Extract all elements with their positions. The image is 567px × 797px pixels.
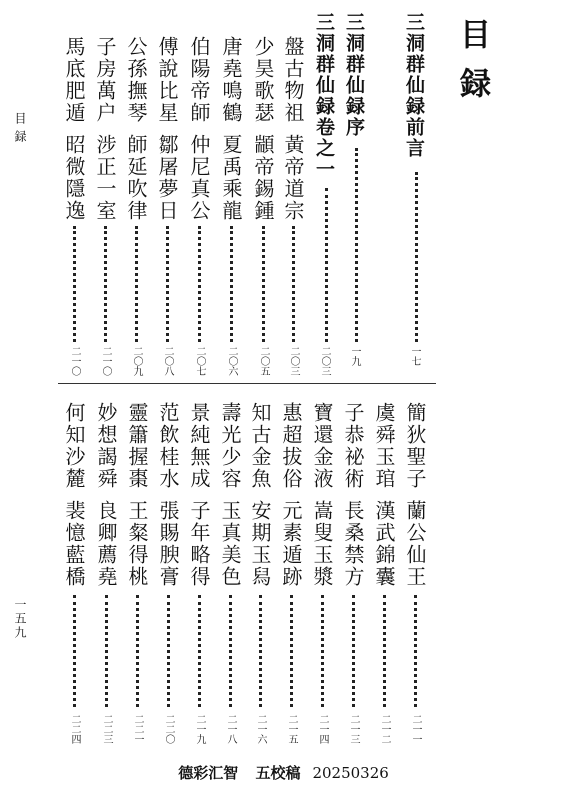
leader-dots: [355, 148, 358, 342]
toc-entry-title: 景純無成: [187, 402, 211, 490]
toc-entry-title: 長桑禁方: [341, 500, 365, 588]
section-divider: [58, 383, 436, 384]
toc-entry-title: 夏禹乘龍: [219, 134, 243, 222]
leader-dots: [198, 226, 201, 342]
toc-entry-title: 涉正一室: [93, 134, 117, 222]
toc-entry-title: 靈簫握棗: [125, 402, 149, 490]
toc-page-number: 二〇三: [319, 346, 330, 376]
toc-entry-title: 范飲桂水: [156, 402, 180, 490]
toc-page-number: 二二三: [101, 714, 112, 744]
toc-entry-title: 師延吹律: [124, 134, 148, 222]
toc-entry-title: 傅說比星: [155, 36, 179, 124]
leader-dots: [166, 226, 169, 342]
toc-entry-title: 子恭祕術: [341, 402, 365, 490]
leader-dots: [198, 595, 201, 707]
toc-page-number: 二一〇: [69, 346, 80, 376]
toc-page-number: 二一一: [410, 714, 421, 744]
toc-page-number: 二〇九: [131, 346, 142, 376]
leader-dots: [104, 226, 107, 342]
toc-entry-title: 虞舜玉琯: [372, 402, 396, 490]
leader-dots: [135, 226, 138, 342]
toc-page-number: 二〇三: [288, 346, 299, 376]
toc-entry-title: 良卿薦堯: [94, 500, 118, 588]
leader-dots: [321, 595, 324, 707]
leader-dots: [383, 595, 386, 707]
toc-entry-title: 妙想謁舜: [94, 402, 118, 490]
toc-entry-title: 鄒屠夢日: [155, 134, 179, 222]
toc-entry-title: 簡狄聖子: [403, 402, 427, 490]
leader-dots: [262, 226, 265, 342]
leader-dots: [290, 595, 293, 707]
toc-entry-title: 知古金魚: [248, 402, 272, 490]
leader-dots: [229, 595, 232, 707]
toc-page-number: 二一五: [286, 714, 297, 744]
toc-page-number: 二二〇: [163, 714, 174, 744]
toc-entry-preface-title: 三洞群仙録前言: [403, 12, 425, 159]
toc-page-number: 二〇七: [194, 346, 205, 376]
toc-page-number: 二〇五: [258, 346, 269, 376]
toc-page-number: 二二一: [132, 714, 143, 744]
toc-section-title: 三洞群仙録序: [343, 12, 365, 138]
toc-page-number: 二一〇: [100, 346, 111, 376]
footer-publisher: 德彩汇智: [178, 764, 239, 782]
footer: [0, 762, 567, 783]
leader-dots: [415, 172, 418, 342]
toc-entry-title: 蘭公仙王: [403, 500, 427, 588]
leader-dots: [167, 595, 170, 707]
toc-entry-title: 顓帝錫鍾: [251, 134, 275, 222]
toc-entry-title: 馬底肥遁: [62, 36, 86, 124]
toc-page-number: 二二四: [69, 714, 80, 744]
toc-entry-title: 惠超拔俗: [279, 402, 303, 490]
toc-entry-title: 子年略得: [187, 500, 211, 588]
toc-page-number: 二一三: [348, 714, 359, 744]
leader-dots: [105, 595, 108, 707]
toc-entry-title: 唐堯鳴鶴: [219, 36, 243, 124]
toc-page-number: 二一四: [317, 714, 328, 744]
toc-entry-title: 王粲得桃: [125, 500, 149, 588]
footer-draft-label: 五校稿: [255, 764, 301, 782]
leader-dots: [352, 595, 355, 707]
toc-page-number: 一七: [409, 346, 420, 366]
toc-entry-title: 寶還金液: [310, 402, 334, 490]
leader-dots: [136, 595, 139, 707]
toc-entry-title: 伯陽帝師: [187, 36, 211, 124]
toc-entry-title: 安期玉舄: [248, 500, 272, 588]
toc-page-number: 二〇六: [226, 346, 237, 376]
toc-page-number: 一九: [349, 346, 360, 366]
toc-entry-title: 裴憶藍橋: [62, 500, 86, 588]
toc-entry-title: 昭微隱逸: [62, 134, 86, 222]
toc-entry-title: 元素遁跡: [279, 500, 303, 588]
footer-date: 20250326: [312, 764, 389, 782]
toc-entry-title: 嵩叟玉漿: [310, 500, 334, 588]
leader-dots: [73, 226, 76, 342]
toc-page-number: 二一二: [379, 714, 390, 744]
leader-dots: [230, 226, 233, 342]
toc-entry-title: 何知沙麓: [62, 402, 86, 490]
leader-dots: [414, 595, 417, 707]
toc-entry-title: 子房萬户: [93, 36, 117, 124]
leader-dots: [292, 226, 295, 342]
toc-entry-title: 少昊歌瑟: [251, 36, 275, 124]
toc-entry-title: 公孫撫琴: [124, 36, 148, 124]
toc-page-number: 二一八: [225, 714, 236, 744]
running-head: 目録: [13, 112, 27, 148]
page-title: 目録: [454, 18, 490, 116]
toc-entry-title: 盤古物祖: [281, 36, 305, 124]
toc-entry-title: 玉真美色: [218, 500, 242, 588]
leader-dots: [259, 595, 262, 707]
toc-entry-title: 仲尼真公: [187, 134, 211, 222]
toc-entry-title: 張賜腴膏: [156, 500, 180, 588]
leader-dots: [325, 188, 328, 342]
leader-dots: [73, 595, 76, 707]
folio: 一五九: [13, 598, 27, 640]
toc-section-title: 三洞群仙録卷之一: [313, 12, 335, 180]
toc-page-number: 二一九: [194, 714, 205, 744]
toc-entry-title: 壽光少容: [218, 402, 242, 490]
toc-page-number: 二一六: [255, 714, 266, 744]
toc-page-number: 二〇八: [162, 346, 173, 376]
toc-entry-title: 漢武錦囊: [372, 500, 396, 588]
toc-entry-title: 黃帝道宗: [281, 134, 305, 222]
